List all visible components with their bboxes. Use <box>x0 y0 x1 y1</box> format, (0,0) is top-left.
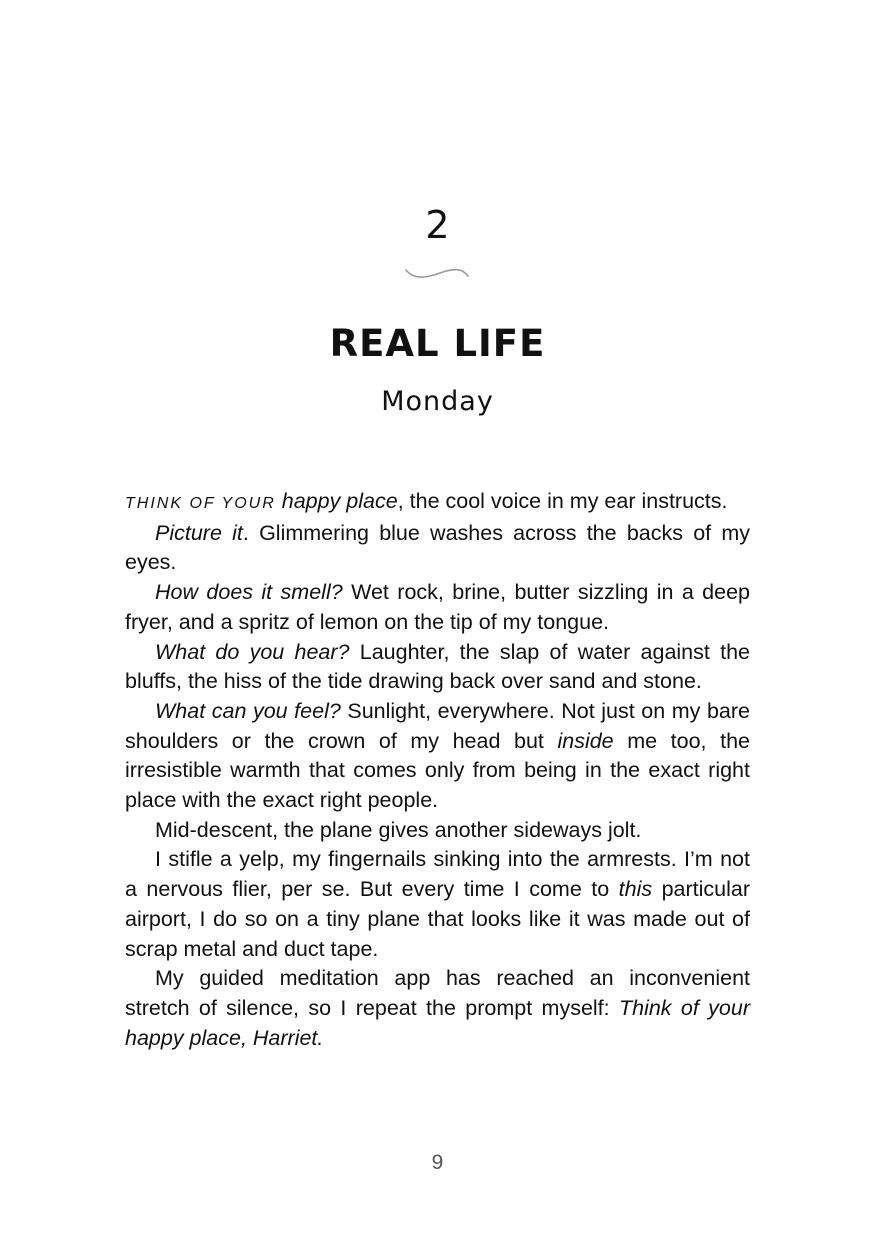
text-segment: . Glimmering blue washes across the backs of my eyes. <box>125 520 750 575</box>
text-segment: What can you feel? <box>155 698 341 723</box>
text-segment: What do you hear? <box>155 639 350 664</box>
swash-ornament-icon <box>404 264 470 284</box>
page-number: 9 <box>431 1151 444 1174</box>
text-segment: this <box>618 877 653 902</box>
text-segment: Wet rock, brine, butter sizzling in a deep fryer, and a spritz of lemon on the tip of my tongue. <box>125 580 750 634</box>
paragraph <box>125 845 750 964</box>
text-segment: THINK OF YOUR <box>125 495 276 512</box>
text-segment: Think of your happy place, Harriet. <box>125 995 750 1050</box>
text-segment: I stifle a yelp, my fingernails sinking into the armrests. I’m not a nervous flier, per se. But every time I come to <box>125 847 750 902</box>
text-segment: How does it smell? <box>155 580 343 605</box>
text-segment: particular airport, I do so on a tiny plane that looks like it was made out of scrap metal and duct tape. <box>125 877 750 961</box>
text-segment: My guided meditation app has reached an inconvenient stretch of silence, so I repeat the prompt myself: <box>125 966 750 1020</box>
text-segment: Sunlight, everywhere. Not just on my bare shoulders or the crown of my head but <box>125 698 751 753</box>
chapter-number: 2 <box>425 203 450 247</box>
chapter-title: REAL LIFE <box>329 322 546 365</box>
chapter-subtitle: Monday <box>381 386 494 417</box>
paragraph <box>125 578 750 637</box>
text-segment: me too, the irresistible warmth that comes only from being in the exact right place with the exact right people. <box>125 728 750 813</box>
text-segment: Laughter, the slap of water against the bluffs, the hiss of the tide drawing back over sand and stone. <box>125 639 751 694</box>
text-segment: , the cool voice in my ear instructs. <box>397 489 728 513</box>
text-segment: Mid-descent, the plane gives another sideways jolt. <box>155 817 642 842</box>
paragraph <box>125 638 750 697</box>
body-text <box>125 487 750 1053</box>
text-segment: Picture it <box>155 520 243 545</box>
paragraph <box>125 816 750 846</box>
paragraph <box>125 487 750 519</box>
paragraph <box>125 697 750 816</box>
paragraph <box>125 964 750 1053</box>
text-segment: inside <box>557 728 614 753</box>
text-segment: happy place <box>275 489 398 513</box>
paragraph <box>125 519 750 578</box>
